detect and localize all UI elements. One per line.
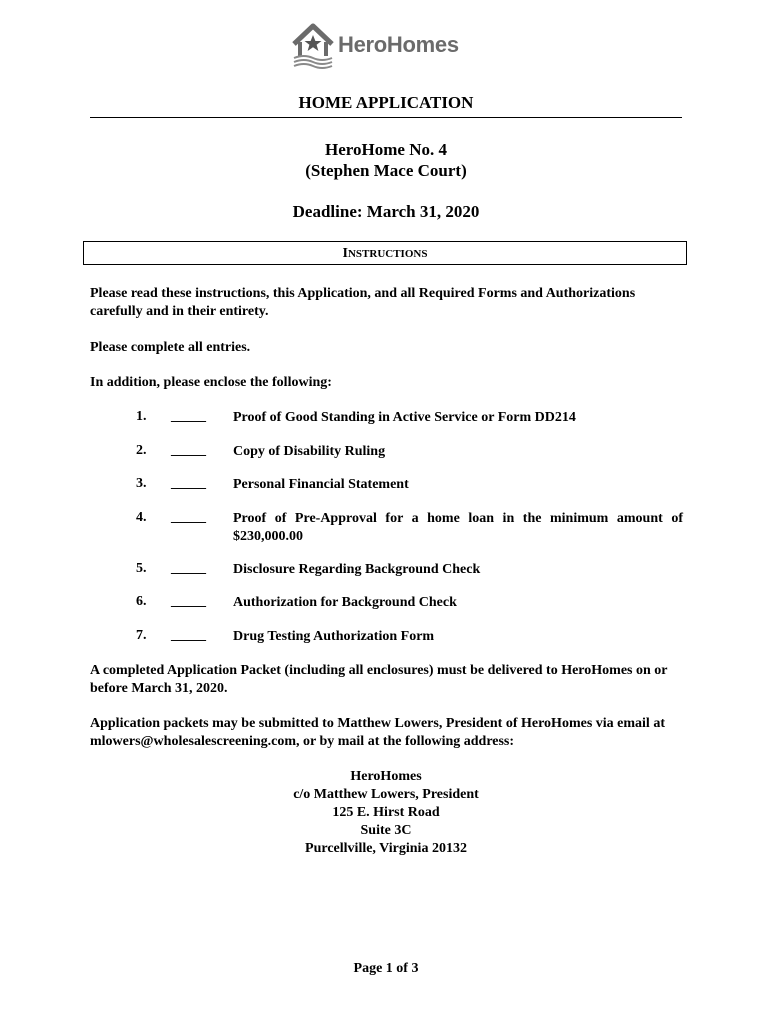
checklist-item: Proof of Good Standing in Active Service or Form DD214	[233, 410, 576, 425]
complete-entries-paragraph: Please complete all entries.	[90, 340, 251, 355]
address-line: Suite 3C	[360, 823, 412, 838]
delivery-paragraph: A completed Application Packet (including all enclosures) must be delivered to HeroHomes on or before March 31, 2020.	[90, 663, 668, 696]
checklist-number: 1.	[136, 409, 147, 424]
page-number: Page 1 of 3	[353, 961, 419, 976]
checklist-blank[interactable]: _____	[171, 443, 206, 458]
instructions-paragraph: Please read these instructions, this Application, and all Required Forms and Authorizations carefully and in their entirety.	[90, 286, 636, 319]
logo-text: HeroHomes	[338, 32, 459, 57]
deadline: Deadline: March 31, 2020	[292, 202, 480, 221]
checklist-number: 2.	[136, 443, 147, 458]
instructions-heading-rest: NSTRUCTIONS	[347, 248, 428, 260]
checklist-number: 5.	[136, 561, 147, 576]
address-line: 125 E. Hirst Road	[332, 805, 440, 820]
checklist-blank[interactable]: _____	[171, 561, 206, 576]
checklist-number: 3.	[136, 476, 147, 491]
checklist-blank[interactable]: _____	[171, 510, 206, 525]
page-title: HOME APPLICATION	[298, 93, 474, 112]
address-line: HeroHomes	[350, 769, 422, 784]
home-number: HeroHome No. 4	[325, 140, 447, 159]
enclose-paragraph: In addition, please enclose the following:	[90, 375, 332, 390]
checklist-item: Copy of Disability Ruling	[233, 444, 386, 459]
checklist-number: 7.	[136, 628, 147, 643]
title-divider	[90, 117, 682, 118]
address-line: c/o Matthew Lowers, President	[293, 787, 479, 802]
home-location: (Stephen Mace Court)	[305, 161, 467, 180]
checklist-number: 4.	[136, 510, 147, 525]
submission-paragraph: Application packets may be submitted to Matthew Lowers, President of HeroHomes via email at mlowers@wholesalescreening.com, or by mail at the following address:	[90, 716, 665, 749]
instructions-heading	[83, 241, 687, 265]
address-line: Purcellville, Virginia 20132	[305, 841, 467, 856]
checklist-blank[interactable]: _____	[171, 628, 206, 643]
instructions-heading-first: I	[342, 246, 348, 261]
checklist-number: 6.	[136, 594, 147, 609]
checklist-item: Personal Financial Statement	[233, 477, 409, 492]
checklist-item: Drug Testing Authorization Form	[233, 629, 435, 644]
house-star-icon	[290, 22, 336, 70]
herohomes-logo	[290, 22, 480, 72]
checklist-item: Disclosure Regarding Background Check	[233, 562, 481, 577]
checklist-blank[interactable]: _____	[171, 409, 206, 424]
checklist-blank[interactable]: _____	[171, 476, 206, 491]
checklist-item: Authorization for Background Check	[233, 595, 457, 610]
checklist-blank[interactable]: _____	[171, 594, 206, 609]
checklist-item: Proof of Pre-Approval for a home loan in the minimum amount of $230,000.00	[233, 511, 683, 544]
